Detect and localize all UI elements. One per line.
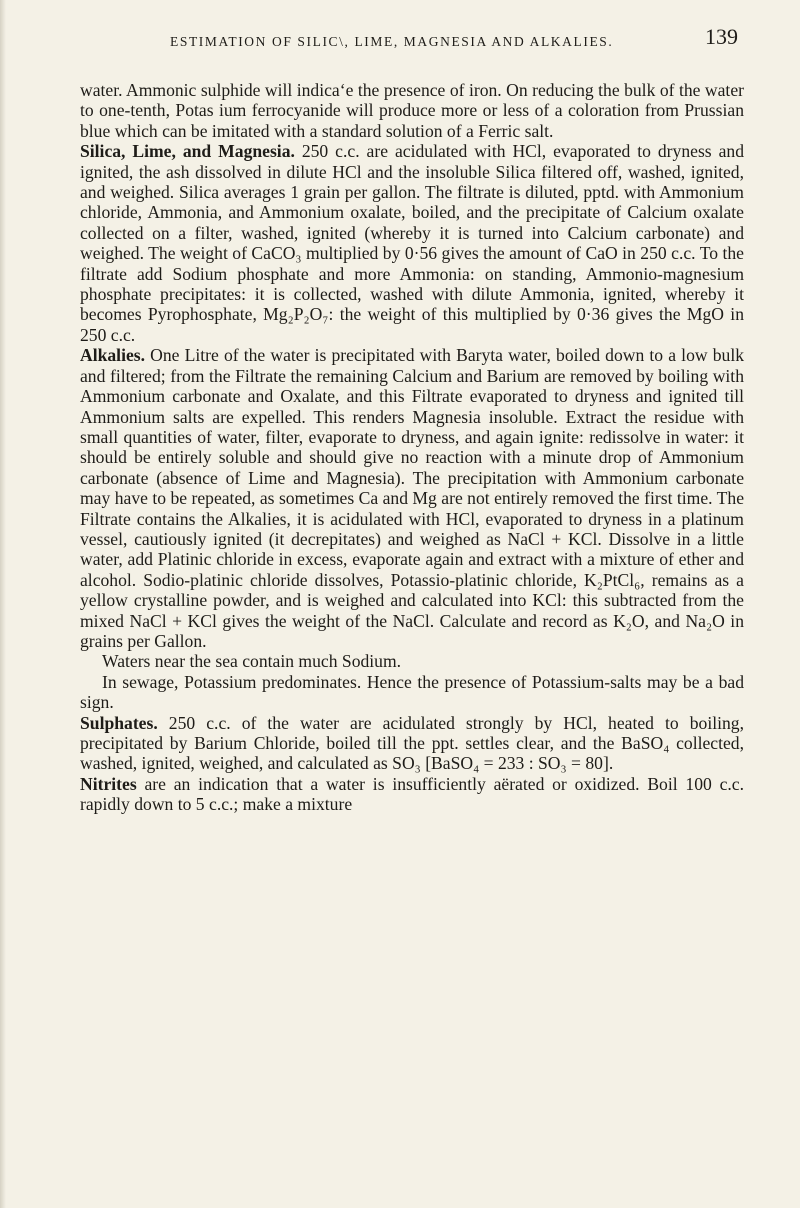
paragraph-text: 250 c.c. are acidulated with HCl, evaporated to dryness and ignited, the ash dissolved in dilute HCl and the insoluble Silica filtered off, washed, ignited, and weighed. Silica averages 1 grain per gallon. The filtrate is diluted, pptd. with Ammonium chloride, Ammonia, and Ammonium oxalate, boiled, and the precipitate of Calcium oxalate collected on a filter, washed, ignited (whereby it is turned into Calcium carbonate) and weighed. The weight of CaCO₃ multiplied by 0·56 gives the amount of CaO in 250 c.c. To the filtrate add Sodium phosphate and more Ammonia: on standing, Ammonio-magnesium phosphate precipitates: it is collected, washed with dilute Ammonia, ignited, whereby it becomes Pyrophosphate, Mg₂P₂O₇: the weight of this multiplied by 0·36 gives the MgO in 250 c.c.	[80, 141, 744, 345]
paragraph-nitrites	[80, 774, 744, 815]
paragraph-text: are an indication that a water is insufficiently aërated or oxidized. Boil 100 c.c. rapidly down to 5 c.c.; make a mixture	[80, 773, 744, 815]
section-heading: Sulphates.	[80, 712, 158, 733]
paragraph-text: In sewage, Potassium predominates. Hence the presence of Potassium-salts may be a bad sign.	[80, 671, 744, 713]
paragraph-sea-water	[80, 651, 744, 671]
body-text	[80, 80, 744, 815]
paragraph-text: 250 c.c. of the water are acidulated strongly by HCl, heated to boiling, precipitated by Barium Chloride, boiled till the ppt. settles clear, and the BaSO₄ collected, washed, ignited, weighed, and calculated as SO₃ [BaSO₄ = 233 : SO₃ = 80].	[80, 712, 744, 774]
paragraph-sulphates	[80, 713, 744, 774]
paragraph-silica-lime-magnesia	[80, 141, 744, 345]
section-heading: Nitrites	[80, 773, 137, 794]
page-number: 139	[705, 24, 738, 49]
page-header	[80, 24, 740, 60]
page-binding-edge	[0, 0, 6, 1208]
paragraph-iron-continuation	[80, 80, 744, 141]
paragraph-text: One Litre of the water is precipitated with Baryta water, boiled down to a low bulk and filtered; from the Filtrate the remaining Calcium and Barium are removed by boiling with Ammonium carbonate and Oxalate, and this Filtrate evaporated to dryness and ignited till Ammonium salts are expelled. This renders Magnesia insoluble. Extract the residue with small quantities of water, filter, evaporate to dryness, and again ignite: redissolve in water: it should be entirely soluble and should give no reaction with a minute drop of Ammonium carbonate (absence of Lime and Magnesia). The precipitation with Ammonium carbonate may have to be repeated, as sometimes Ca and Mg are not entirely removed the first time. The Filtrate contains the Alkalies, it is acidulated with HCl, evaporated to dryness in a platinum vessel, cautiously ignited (it decrepitates) and weighed as NaCl + KCl. Dissolve in a little water, add Platinic chloride in excess, evaporate again and extract with a mixture of ether and alcohol. Sodio-platinic chloride dissolves, Potassio-platinic chloride, K₂PtCl₆, remains as a yellow crystalline powder, and is weighed and calculated into KCl: this subtracted from the mixed NaCl + KCl gives the weight of the NaCl. Calculate and record as K₂O, and Na₂O in grains per Gallon.	[80, 345, 744, 651]
paragraph-text: water. Ammonic sulphide will indica‘e the presence of iron. On reducing the bulk of the water to one-tenth, Potas ium ferrocyanide will produce more or less of a coloration from Prussian blue which can be imitated with a standard solution of a Ferric salt.	[80, 80, 744, 141]
paragraph-alkalies	[80, 345, 744, 651]
running-head: ESTIMATION OF SILIC\, LIME, MAGNESIA AND ALKALIES.	[170, 34, 614, 49]
section-heading: Alkalies.	[80, 345, 146, 366]
paragraph-sewage	[80, 672, 744, 713]
section-heading: Silica, Lime, and Magnesia.	[80, 141, 295, 162]
paragraph-text: Waters near the sea contain much Sodium.	[102, 651, 402, 672]
